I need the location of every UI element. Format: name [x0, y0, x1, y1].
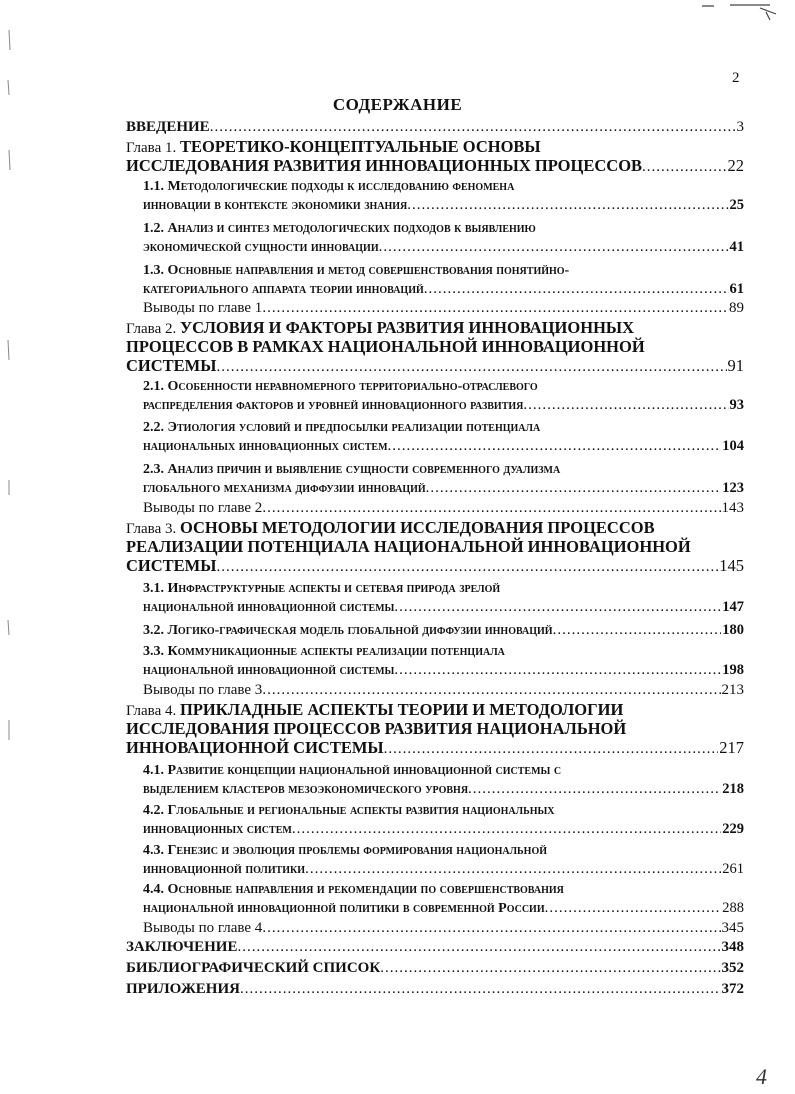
toc-conclusion-3[interactable]: Выводы по главе 3 ..... 213	[143, 681, 744, 700]
dot-leader	[237, 938, 720, 957]
dot-leader	[426, 479, 722, 498]
dot-leader	[394, 598, 721, 617]
toc-intro[interactable]: ВВЕДЕНИЕ ..... 3	[126, 118, 744, 137]
dot-leader	[216, 558, 718, 577]
toc-conclusion[interactable]: ЗАКЛЮЧЕНИЕ ..... 348	[126, 938, 744, 957]
dot-leader	[262, 919, 721, 938]
toc-section-1-2[interactable]: 1.2. Анализ и синтез методологических подходов к выявлению экономической сущности инновации ..... 41	[143, 219, 744, 257]
dot-leader	[240, 980, 721, 999]
dot-leader	[523, 396, 728, 415]
dot-leader	[210, 118, 736, 137]
dot-leader	[407, 196, 728, 215]
toc-conclusion-2[interactable]: Выводы по главе 2 ..... 143	[143, 499, 744, 518]
toc-section-4-1[interactable]: 4.1. Развитие концепции национальной инновационной системы с выделением кластеров мезоэкономического уровня ..... 218	[143, 761, 744, 799]
toc-conclusion-4[interactable]: Выводы по главе 4 ..... 345	[143, 919, 744, 938]
toc-section-1-1[interactable]: 1.1. Методологические подходы к исследованию феномена инновации в контексте экономики знания ..... 25	[143, 177, 744, 215]
toc-chapter-2[interactable]: Глава 2. УСЛОВИЯ И ФАКТОРЫ РАЗВИТИЯ ИННОВАЦИОННЫХ ПРОЦЕССОВ В РАМКАХ НАЦИОНАЛЬНОЙ ИННОВАЦИОННОЙ СИСТЕМЫ ..... 91	[126, 318, 744, 375]
toc-section-3-2[interactable]: 3.2. Логико-графическая модель глобальной диффузии инноваций ..... 180	[143, 621, 744, 640]
page-title: СОДЕРЖАНИЕ	[332, 95, 463, 114]
toc-section-1-3[interactable]: 1.3. Основные направления и метод совершенствования понятийно- категориального аппарата теории инноваций ..... 61	[143, 261, 744, 299]
toc-section-4-4[interactable]: 4.4. Основные направления и рекомендации по совершенствования национальной инновационной политики в современной России ..... 288	[143, 880, 744, 918]
toc-section-4-3[interactable]: 4.3. Генезис и эволюция проблемы формирования национальной инновационной политики ..... 261	[143, 841, 744, 879]
dot-leader	[262, 499, 721, 518]
toc-bibliography[interactable]: БИБЛИОГРАФИЧЕСКИЙ СПИСОК ..... 352	[126, 959, 744, 978]
dot-leader	[468, 780, 721, 799]
dot-leader	[216, 358, 726, 377]
toc-conclusion-1[interactable]: Выводы по главе 1 ..... 89	[143, 299, 744, 318]
dot-leader	[545, 899, 722, 918]
dot-leader	[305, 860, 721, 879]
toc-section-3-3[interactable]: 3.3. Коммуникационные аспекты реализации потенциала национальной инновационной системы ..... 198	[143, 642, 744, 680]
toc-section-4-2[interactable]: 4.2. Глобальные и региональные аспекты развития национальных инновационных систем ..... 229	[143, 801, 744, 839]
dot-leader	[553, 621, 722, 640]
dot-leader	[379, 238, 729, 257]
toc-appendices[interactable]: ПРИЛОЖЕНИЯ ..... 372	[126, 980, 744, 999]
toc-section-2-2[interactable]: 2.2. Этиология условий и предпосылки реализации потенциала национальных инновационных систем ..... 104	[143, 418, 744, 456]
dot-leader	[642, 158, 726, 177]
dot-leader	[292, 820, 721, 839]
dot-leader	[384, 740, 719, 759]
dot-leader	[262, 681, 721, 700]
toc-section-3-1[interactable]: 3.1. Инфраструктурные аспекты и сетевая природа зрелой национальной инновационной системы ..... 147	[143, 579, 744, 617]
dot-leader	[424, 280, 729, 299]
toc-section-2-3[interactable]: 2.3. Анализ причин и выявление сущности современного дуализма глобального механизма диффузии инноваций ..... 123	[143, 460, 744, 498]
dot-leader	[388, 437, 722, 456]
dot-leader	[380, 959, 720, 978]
page-number: 2	[732, 70, 740, 86]
dot-leader	[394, 661, 721, 680]
scan-edge-noise-icon	[3, 20, 15, 770]
toc-chapter-1[interactable]: Глава 1. ТЕОРЕТИКО-КОНЦЕПТУАЛЬНЫЕ ОСНОВЫ ИССЛЕДОВАНИЯ РАЗВИТИЯ ИННОВАЦИОННЫХ ПРОЦЕССОВ ..... 22	[126, 137, 744, 175]
toc-chapter-3[interactable]: Глава 3. ОСНОВЫ МЕТОДОЛОГИИ ИССЛЕДОВАНИЯ ПРОЦЕССОВ РЕАЛИЗАЦИИ ПОТЕНЦИАЛА НАЦИОНАЛЬНОЙ ИННОВАЦИОННОЙ СИСТЕМЫ ..... 145	[126, 518, 744, 575]
handwritten-page-note: 4	[756, 1064, 767, 1089]
dot-leader	[262, 299, 729, 318]
scan-artifact-icon	[700, 2, 780, 24]
toc-section-2-1[interactable]: 2.1. Особенности неравномерного территориально-отраслевого распределения факторов и уровней инновационного развития ..... 93	[143, 377, 744, 415]
toc-chapter-4[interactable]: Глава 4. ПРИКЛАДНЫЕ АСПЕКТЫ ТЕОРИИ И МЕТОДОЛОГИИ ИССЛЕДОВАНИЯ ПРОЦЕССОВ РАЗВИТИЯ НАЦИОНАЛЬНОЙ ИННОВАЦИОННОЙ СИСТЕМЫ ..... 217	[126, 700, 744, 757]
